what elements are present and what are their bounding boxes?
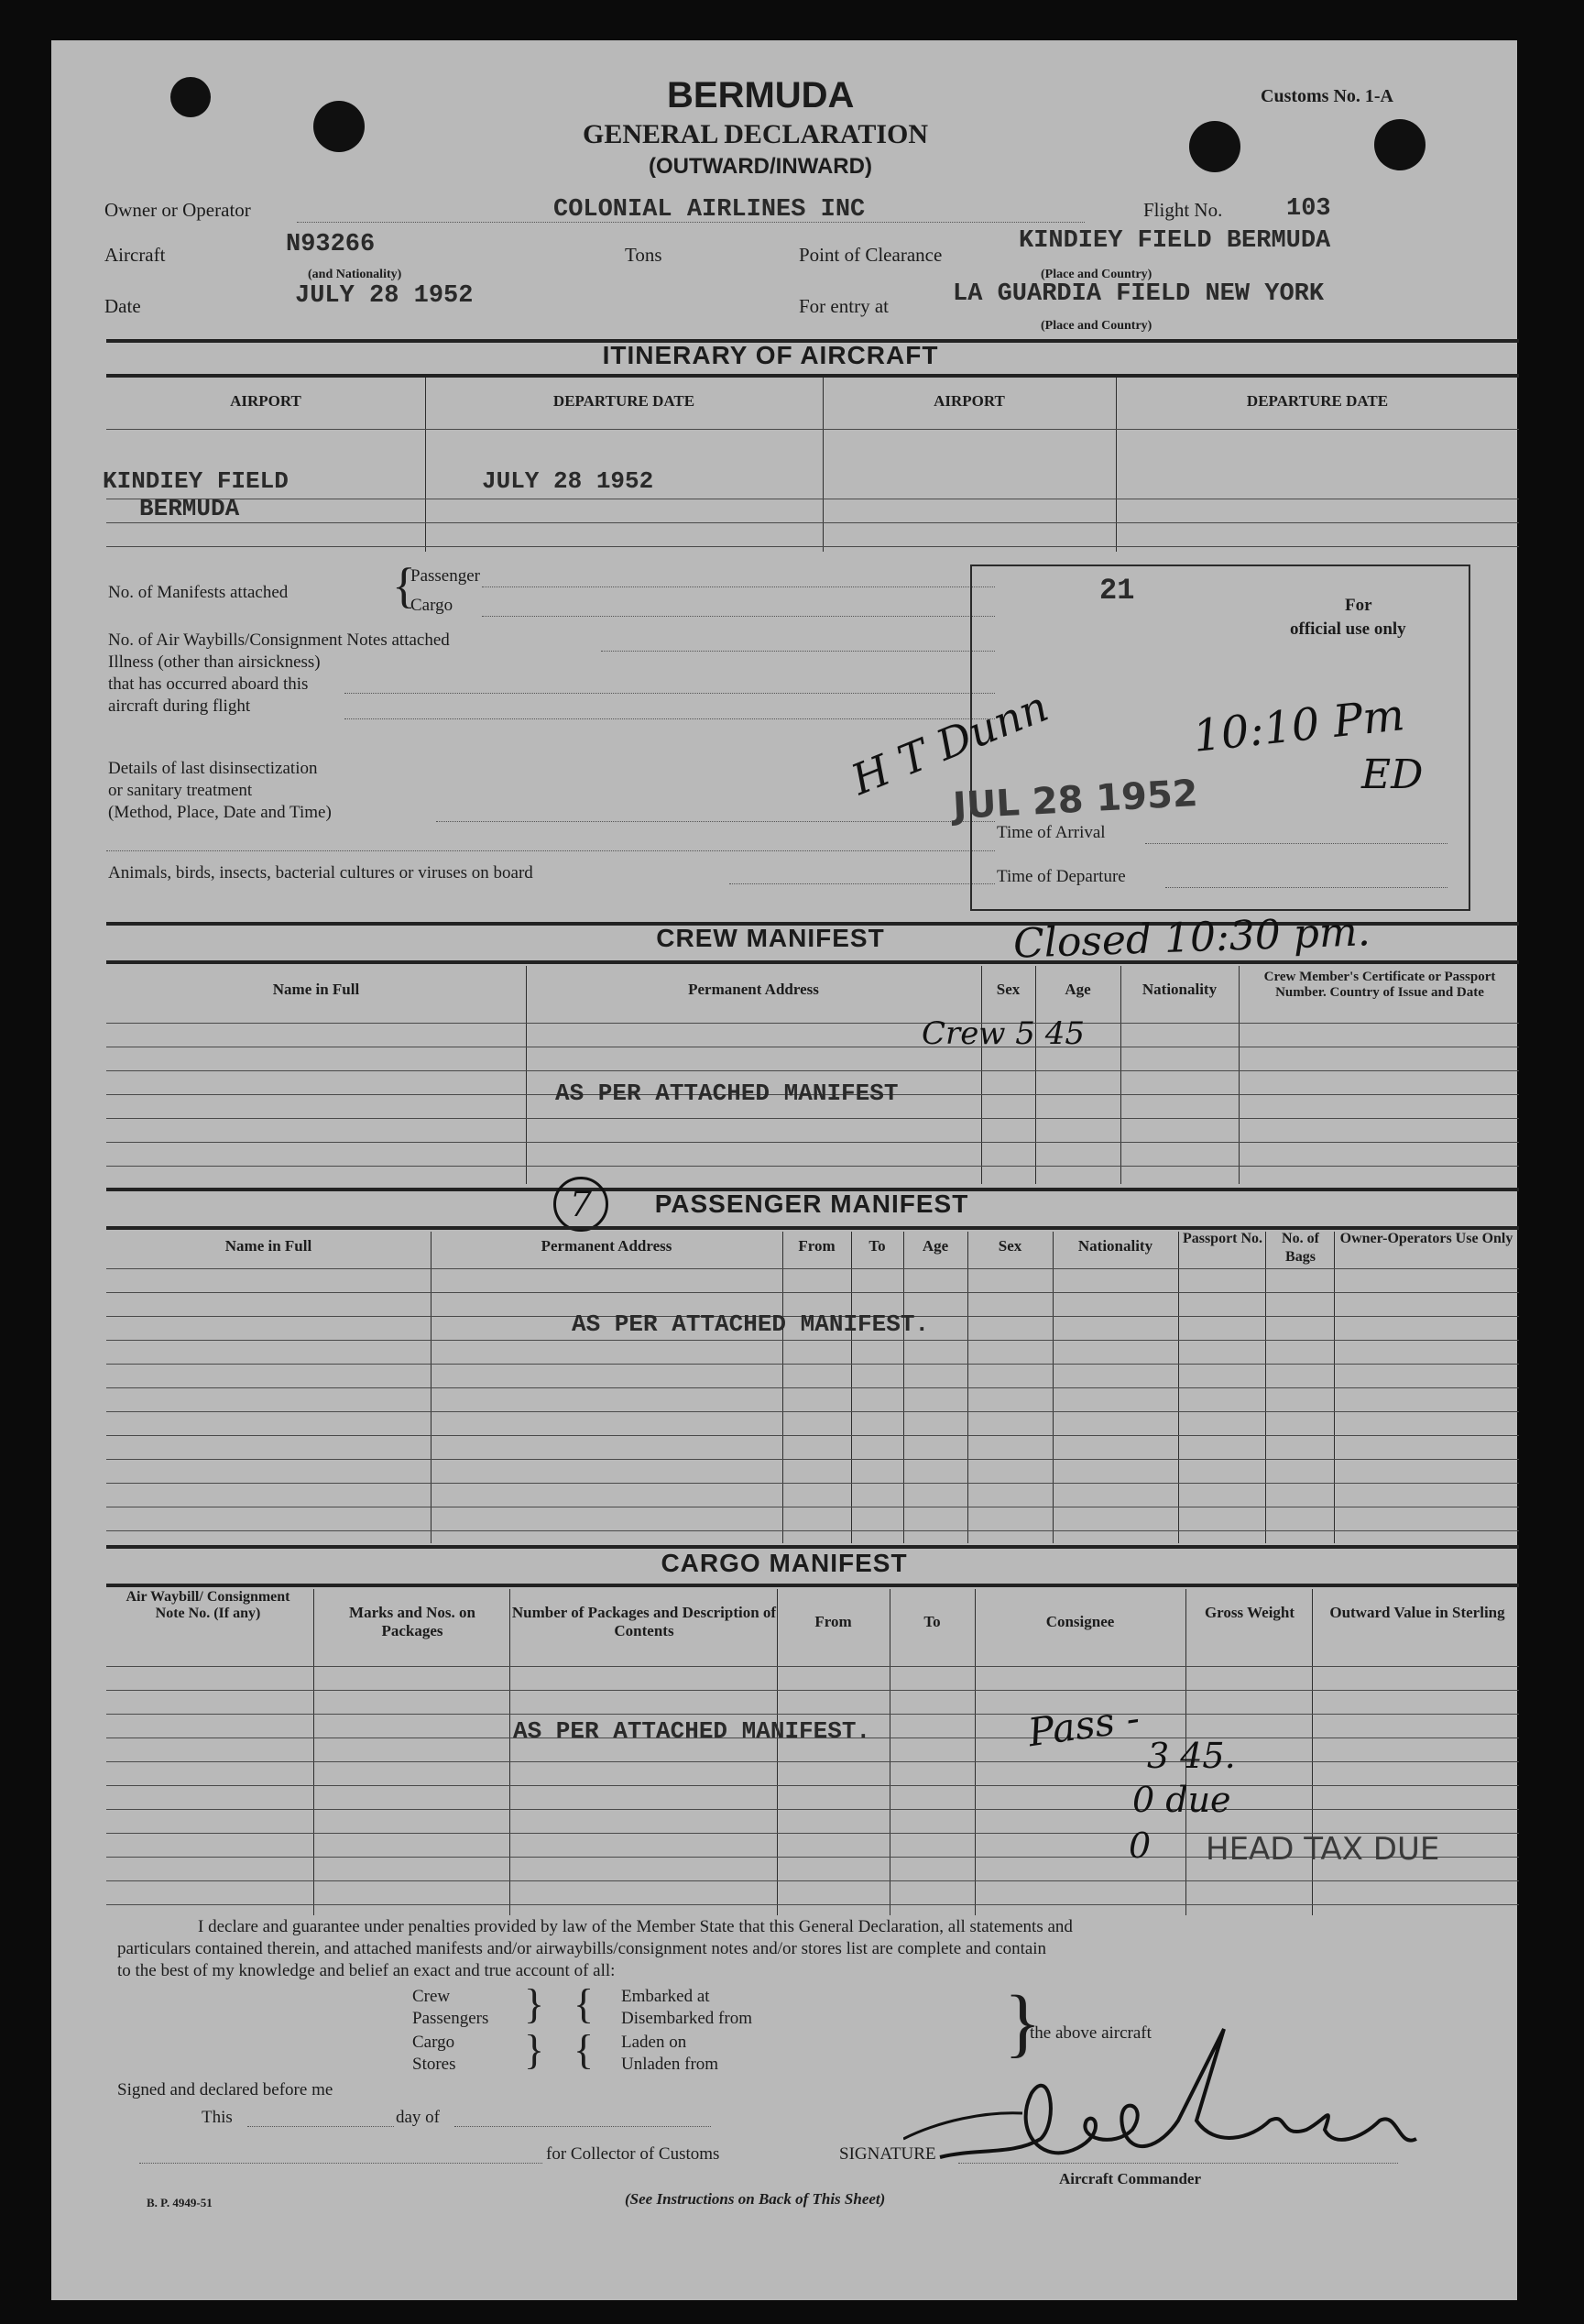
passenger-col-header: Name in Full — [224, 1237, 312, 1255]
waybills-line — [601, 651, 995, 652]
time-of-arrival-label: Time of Arrival — [997, 823, 1106, 842]
disinsect-label-2: or sanitary treatment — [108, 781, 253, 800]
manifests-line — [482, 616, 995, 617]
cargo-hand-note-2: 3 45. — [1147, 1736, 1236, 1776]
illness-label-2: that has occurred aboard this — [108, 674, 309, 694]
owner-line — [297, 222, 1085, 223]
animals-label: Animals, birds, insects, bacterial cultures or viruses on board — [108, 863, 533, 882]
passenger-row-line — [106, 1483, 1519, 1484]
itinerary-header-line — [106, 429, 1519, 430]
cargo-col-line — [313, 1589, 314, 1915]
cargo-hand-note-3: 0 due — [1132, 1780, 1231, 1820]
departure-line — [1165, 887, 1447, 888]
crew-per-manifest: AS PER ATTACHED MANIFEST — [555, 1080, 899, 1107]
footer-brace: } — [524, 1980, 545, 2027]
collector-line — [139, 2163, 542, 2164]
cargo-per-manifest: AS PER ATTACHED MANIFEST. — [513, 1717, 871, 1745]
clearance-value: KINDIEY FIELD BERMUDA — [1019, 227, 1331, 255]
crew-col-header: Crew Member's Certificate or Passport Number. Country of Issue and Date — [1263, 970, 1496, 1000]
footer-embarked: Embarked at — [621, 1987, 710, 2006]
commander-signature — [903, 2011, 1453, 2194]
punch-hole — [1374, 119, 1426, 170]
itinerary-col-header: AIRPORT — [230, 392, 301, 410]
cargo-col-header: Air Waybill/ Consignment Note No. (If any) — [126, 1589, 290, 1621]
crew-row-line — [106, 1142, 1519, 1143]
cargo-col-header: Gross Weight — [1204, 1604, 1295, 1621]
itinerary-col-header: DEPARTURE DATE — [552, 392, 695, 410]
this-line — [247, 2126, 394, 2127]
crew-title: CREW MANIFEST — [656, 924, 885, 952]
footer-above-aircraft: the above aircraft — [1030, 2023, 1152, 2043]
crew-row-line — [106, 1166, 1519, 1167]
cargo-hand-note-1: Pass - — [1025, 1694, 1142, 1756]
date-label: Date — [104, 295, 141, 317]
cargo-col-header: Marks and Nos. on Packages — [349, 1604, 475, 1639]
footer-disembarked: Disembarked from — [621, 2009, 752, 2028]
cargo-rule-bottom — [106, 1584, 1519, 1587]
footer-cargo: Cargo — [412, 2033, 455, 2052]
passenger-row-line — [106, 1292, 1519, 1293]
itinerary-row-line — [106, 546, 1519, 547]
passenger-count-circled: 7 — [553, 1177, 608, 1232]
form-title: BERMUDA — [667, 75, 855, 115]
footer-form-no: B. P. 4949-51 — [147, 2196, 213, 2209]
itinerary-airport: KINDIEY FIELD — [103, 467, 289, 495]
disinsect-label-3: (Method, Place, Date and Time) — [108, 803, 332, 822]
cargo-col-line — [975, 1589, 976, 1915]
disinsect-line — [106, 850, 995, 851]
passenger-row-line — [106, 1435, 1519, 1436]
manifests-cargo: Cargo — [410, 596, 453, 615]
footer-unladen: Unladen from — [621, 2055, 719, 2074]
crew-closed-note: Closed 10:30 pm. — [1012, 908, 1371, 968]
crew-header-line — [106, 1023, 1519, 1024]
crew-col-header: Permanent Address — [688, 981, 819, 998]
official-initials: H T Dunn — [844, 681, 1055, 805]
footer-brace: { — [574, 2026, 595, 2073]
footer-laden: Laden on — [621, 2033, 687, 2052]
passenger-col-header: Passport No. — [1182, 1231, 1263, 1246]
itinerary-rule-bottom — [106, 374, 1519, 378]
cargo-col-header: Outward Value in Sterling — [1329, 1604, 1505, 1621]
crew-row-line — [106, 1118, 1519, 1119]
arrival-line — [1145, 843, 1447, 844]
footer-brace-large: } — [1004, 1980, 1042, 2066]
disinsect-line — [436, 821, 995, 822]
flight-value: 103 — [1286, 195, 1331, 223]
passenger-col-header: No. of Bags — [1282, 1231, 1319, 1265]
official-number: 21 — [1099, 574, 1135, 608]
itinerary-col-header: DEPARTURE DATE — [1246, 392, 1389, 410]
cargo-header-line — [106, 1666, 1519, 1667]
declaration-text-1: I declare and guarantee under penalties provided by law of the Member State that this General Declaration, all statements and — [198, 1917, 1073, 1936]
tons-label: Tons — [625, 244, 662, 266]
disinsect-label: Details of last disinsectization — [108, 759, 318, 778]
passenger-col-header: From — [798, 1237, 836, 1255]
illness-label: Illness (other than airsickness) — [108, 652, 321, 672]
official-time-note-2: ED — [1361, 751, 1424, 798]
cargo-col-line — [509, 1589, 510, 1915]
itinerary-col-header: AIRPORT — [934, 392, 1005, 410]
footer-instructions: (See Instructions on Back of This Sheet) — [625, 2190, 886, 2208]
passenger-col-header: Owner-Operators Use Only — [1339, 1231, 1513, 1246]
footer-day-of: day of — [396, 2108, 441, 2127]
cargo-row-line — [106, 1809, 1519, 1810]
cargo-col-header: To — [923, 1613, 941, 1630]
clearance-label: Point of Clearance — [799, 244, 943, 266]
itinerary-title: ITINERARY OF AIRCRAFT — [602, 341, 939, 369]
aircraft-label: Aircraft — [104, 244, 166, 266]
waybills-label: No. of Air Waybills/Consignment Notes attached — [108, 630, 450, 650]
cargo-row-line — [106, 1761, 1519, 1762]
passenger-row-line — [106, 1530, 1519, 1531]
place-note-1: (Place and Country) — [1041, 268, 1152, 281]
footer-signature-label: SIGNATURE — [839, 2144, 936, 2164]
crew-col-line — [1239, 966, 1240, 1184]
place-note-2: (Place and Country) — [1041, 319, 1152, 333]
crew-row-line — [106, 1070, 1519, 1071]
form-code: Customs No. 1-A — [1261, 86, 1393, 106]
date-value: JULY 28 1952 — [295, 282, 474, 310]
itinerary-airport-country: BERMUDA — [139, 495, 240, 522]
footer-brace: { — [574, 1980, 595, 2027]
crew-col-header: Sex — [996, 981, 1021, 998]
entry-value: LA GUARDIA FIELD NEW YORK — [953, 280, 1325, 308]
cargo-row-line — [106, 1880, 1519, 1881]
illness-label-3: aircraft during flight — [108, 696, 251, 716]
illness-line — [344, 718, 995, 719]
passenger-row-line — [106, 1387, 1519, 1388]
cargo-row-line — [106, 1714, 1519, 1715]
cargo-head-tax-stamp: HEAD TAX DUE — [1206, 1831, 1440, 1868]
owner-label: Owner or Operator — [104, 199, 251, 221]
manifests-passenger: Passenger — [410, 566, 480, 586]
punch-hole — [313, 101, 365, 152]
passenger-row-line — [106, 1364, 1519, 1365]
illness-line — [344, 693, 995, 694]
aircraft-value: N93266 — [286, 231, 376, 258]
official-time-note: 10:10 Pm — [1190, 689, 1407, 762]
crew-col-header: Name in Full — [272, 981, 360, 998]
punch-hole — [1189, 121, 1240, 172]
passenger-row-line — [106, 1340, 1519, 1341]
flight-label: Flight No. — [1143, 199, 1223, 221]
passenger-header-line — [106, 1268, 1519, 1269]
punch-hole — [170, 77, 211, 117]
footer-collector: for Collector of Customs — [546, 2144, 720, 2164]
cargo-col-header: Consignee — [1045, 1613, 1115, 1630]
passenger-row-line — [106, 1459, 1519, 1460]
form-subtitle: GENERAL DECLARATION — [583, 119, 929, 149]
cargo-row-line — [106, 1904, 1519, 1905]
passenger-col-header: To — [868, 1237, 886, 1255]
cargo-col-line — [777, 1589, 778, 1915]
time-of-departure-label: Time of Departure — [997, 867, 1126, 886]
itinerary-departure: JULY 28 1952 — [482, 467, 654, 495]
manifests-line — [482, 586, 995, 587]
passenger-row-line — [106, 1411, 1519, 1412]
cargo-title: CARGO MANIFEST — [661, 1549, 908, 1577]
footer-stores: Stores — [412, 2055, 456, 2074]
passenger-col-header: Sex — [998, 1237, 1022, 1255]
footer-commander: Aircraft Commander — [1059, 2170, 1202, 2187]
entry-label: For entry at — [799, 295, 889, 317]
owner-value: COLONIAL AIRLINES INC — [553, 196, 866, 224]
declaration-text-2: particulars contained therein, and attached manifests and/or airwaybills/consignment notes and/or stores list are complete and contain — [117, 1939, 1047, 1958]
official-label-2: official use only — [1290, 619, 1406, 639]
aircraft-note: (and Nationality) — [308, 268, 402, 281]
crew-col-header: Age — [1065, 981, 1091, 998]
passenger-col-header: Age — [922, 1237, 949, 1255]
crew-rule-bottom — [106, 960, 1519, 964]
official-label: For — [1345, 596, 1372, 615]
cargo-row-line — [106, 1690, 1519, 1691]
itinerary-row-line — [106, 522, 1519, 523]
declaration-text-3: to the best of my knowledge and belief an exact and true account of all: — [117, 1961, 616, 1980]
crew-col-header: Nationality — [1142, 981, 1218, 998]
passenger-per-manifest: AS PER ATTACHED MANIFEST. — [572, 1310, 930, 1338]
manifests-label: No. of Manifests attached — [108, 583, 289, 602]
footer-signed: Signed and declared before me — [117, 2080, 333, 2099]
footer-brace: } — [524, 2026, 545, 2073]
footer-crew: Crew — [412, 1987, 451, 2006]
cargo-row-line — [106, 1785, 1519, 1786]
cargo-hand-note-4: 0 — [1129, 1825, 1152, 1866]
passenger-col-header: Nationality — [1077, 1237, 1153, 1255]
passenger-title: PASSENGER MANIFEST — [654, 1189, 969, 1218]
day-of-line — [454, 2126, 711, 2127]
animals-line — [729, 883, 995, 884]
cargo-col-header: Number of Packages and Description of Contents — [511, 1604, 777, 1639]
form-direction: (OUTWARD/INWARD) — [649, 154, 872, 179]
passenger-col-header: Permanent Address — [541, 1237, 672, 1255]
official-date-stamp: JUL 28 1952 — [951, 773, 1199, 828]
footer-this: This — [202, 2108, 233, 2127]
declaration-form — [51, 40, 1517, 2300]
crew-hand-note: Crew 5 45 — [922, 1015, 1086, 1052]
footer-passengers: Passengers — [412, 2009, 489, 2028]
manifests-brace: { — [392, 558, 416, 613]
cargo-col-header: From — [814, 1613, 852, 1630]
